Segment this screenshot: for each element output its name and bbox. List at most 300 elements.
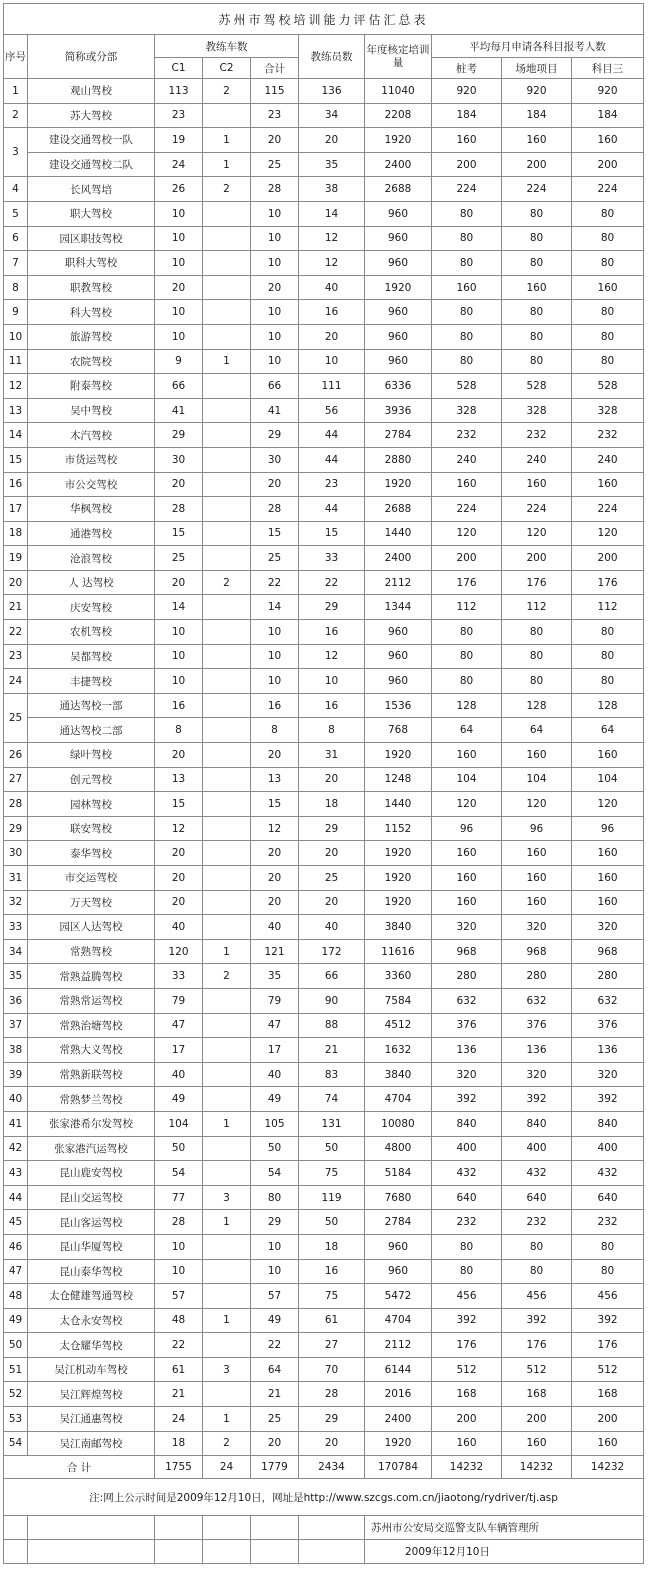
car-total: 40 [251, 915, 299, 940]
table-row [4, 570, 644, 595]
school-name: 农机驾校 [28, 620, 155, 645]
car-total: 28 [251, 177, 299, 202]
table-row [4, 1284, 644, 1309]
annual-quota: 1920 [365, 1431, 432, 1456]
c1-cars: 15 [155, 792, 203, 817]
row-number: 21 [4, 595, 28, 620]
subj3-count: 184 [572, 103, 644, 128]
subj2-count: 232 [502, 1210, 572, 1235]
subj1-count: 80 [432, 620, 502, 645]
subj1-count: 200 [432, 1407, 502, 1432]
c2-cars [203, 472, 251, 497]
table-row [4, 546, 644, 571]
subj1-count: 232 [432, 423, 502, 448]
page-title: 苏州市驾校培训能力评估汇总表 [4, 4, 644, 35]
subj3-count: 328 [572, 398, 644, 423]
c1-cars: 10 [155, 324, 203, 349]
subj3-count: 176 [572, 570, 644, 595]
table-row [4, 964, 644, 989]
table-row [4, 1136, 644, 1161]
subj3-count: 80 [572, 300, 644, 325]
table-row [4, 324, 644, 349]
col-header-annual: 年度核定培训量 [365, 35, 432, 79]
c2-cars [203, 669, 251, 694]
c1-cars: 26 [155, 177, 203, 202]
annual-quota: 2688 [365, 177, 432, 202]
subj2-count: 200 [502, 1407, 572, 1432]
car-total: 80 [251, 1185, 299, 1210]
subj1-count: 120 [432, 792, 502, 817]
table-row [4, 472, 644, 497]
annual-quota: 2688 [365, 497, 432, 522]
c2-cars: 1 [203, 1308, 251, 1333]
car-total: 20 [251, 743, 299, 768]
c2-cars [203, 1062, 251, 1087]
car-total: 28 [251, 497, 299, 522]
subj3-count: 224 [572, 177, 644, 202]
c2-cars [203, 816, 251, 841]
c1-cars: 20 [155, 570, 203, 595]
car-total: 10 [251, 644, 299, 669]
school-name: 创元驾校 [28, 767, 155, 792]
school-name: 太仓永安驾校 [28, 1308, 155, 1333]
car-total: 10 [251, 349, 299, 374]
car-total: 64 [251, 1357, 299, 1382]
table-row [4, 816, 644, 841]
car-total: 66 [251, 374, 299, 399]
coach-count: 33 [299, 546, 365, 571]
school-name: 丰捷驾校 [28, 669, 155, 694]
total-cars: 1779 [251, 1456, 299, 1479]
row-number: 40 [4, 1087, 28, 1112]
school-name: 太仓耀华驾校 [28, 1333, 155, 1358]
annual-quota: 960 [365, 1234, 432, 1259]
car-total: 10 [251, 251, 299, 276]
c2-cars [203, 398, 251, 423]
c2-cars [203, 767, 251, 792]
assessment-table [3, 3, 644, 1564]
annual-quota: 4704 [365, 1087, 432, 1112]
annual-quota: 2112 [365, 570, 432, 595]
coach-count: 20 [299, 767, 365, 792]
table-row [4, 275, 644, 300]
c2-cars [203, 743, 251, 768]
school-name: 联安驾校 [28, 816, 155, 841]
coach-count: 12 [299, 251, 365, 276]
subj2-count: 920 [502, 79, 572, 104]
car-total: 105 [251, 1111, 299, 1136]
row-number: 45 [4, 1210, 28, 1235]
row-number: 18 [4, 521, 28, 546]
subj1-count: 328 [432, 398, 502, 423]
c2-cars [203, 1136, 251, 1161]
c1-cars: 120 [155, 939, 203, 964]
subj1-count: 232 [432, 1210, 502, 1235]
table-row [4, 595, 644, 620]
c1-cars: 16 [155, 693, 203, 718]
car-total: 25 [251, 546, 299, 571]
school-name: 旅游驾校 [28, 324, 155, 349]
school-name: 太仓健雄驾通驾校 [28, 1284, 155, 1309]
table-row [4, 620, 644, 645]
row-number: 33 [4, 915, 28, 940]
subj3-count: 80 [572, 1259, 644, 1284]
row-number: 52 [4, 1382, 28, 1407]
annual-quota: 2208 [365, 103, 432, 128]
row-number: 43 [4, 1161, 28, 1186]
subj3-count: 840 [572, 1111, 644, 1136]
car-total: 57 [251, 1284, 299, 1309]
subj1-count: 920 [432, 79, 502, 104]
table-row [4, 300, 644, 325]
table-row [4, 1185, 644, 1210]
subj2-count: 160 [502, 472, 572, 497]
subj2-count: 968 [502, 939, 572, 964]
annual-quota: 1344 [365, 595, 432, 620]
coach-count: 10 [299, 669, 365, 694]
annual-quota: 1920 [365, 841, 432, 866]
subj2-count: 392 [502, 1308, 572, 1333]
table-row [4, 398, 644, 423]
subj1-count: 376 [432, 1013, 502, 1038]
coach-count: 20 [299, 841, 365, 866]
row-number: 54 [4, 1431, 28, 1456]
c2-cars [203, 201, 251, 226]
subj1-count: 528 [432, 374, 502, 399]
c2-cars: 3 [203, 1357, 251, 1382]
row-number: 38 [4, 1038, 28, 1063]
c1-cars: 23 [155, 103, 203, 128]
subj1-count: 160 [432, 472, 502, 497]
coach-count: 16 [299, 620, 365, 645]
subj3-count: 160 [572, 866, 644, 891]
c2-cars [203, 1038, 251, 1063]
annual-quota: 1248 [365, 767, 432, 792]
c2-cars: 2 [203, 964, 251, 989]
school-name: 园区人达驾校 [28, 915, 155, 940]
car-total: 8 [251, 718, 299, 743]
subj3-count: 160 [572, 890, 644, 915]
row-number: 26 [4, 743, 28, 768]
row-number: 1 [4, 79, 28, 104]
car-total: 115 [251, 79, 299, 104]
coach-count: 40 [299, 275, 365, 300]
car-total: 29 [251, 1210, 299, 1235]
coach-count: 83 [299, 1062, 365, 1087]
annual-quota: 2400 [365, 1407, 432, 1432]
table-row [4, 1431, 644, 1456]
school-name: 通港驾校 [28, 521, 155, 546]
annual-quota: 2784 [365, 1210, 432, 1235]
subj1-count: 512 [432, 1357, 502, 1382]
col-header-subj3: 科目三 [572, 58, 644, 79]
col-header-c2: C2 [203, 58, 251, 79]
annual-quota: 960 [365, 620, 432, 645]
c1-cars: 33 [155, 964, 203, 989]
table-row [4, 1210, 644, 1235]
table-row [4, 988, 644, 1013]
subj2-count: 160 [502, 890, 572, 915]
subj2-count: 80 [502, 349, 572, 374]
subj3-count: 160 [572, 743, 644, 768]
c1-cars: 29 [155, 423, 203, 448]
annual-quota: 960 [365, 251, 432, 276]
subj1-count: 168 [432, 1382, 502, 1407]
subj3-count: 528 [572, 374, 644, 399]
subj1-count: 80 [432, 1259, 502, 1284]
row-number: 15 [4, 447, 28, 472]
subj2-count: 176 [502, 570, 572, 595]
annual-quota: 5472 [365, 1284, 432, 1309]
car-total: 47 [251, 1013, 299, 1038]
annual-quota: 11616 [365, 939, 432, 964]
subj2-count: 184 [502, 103, 572, 128]
subj2-count: 280 [502, 964, 572, 989]
subj3-count: 392 [572, 1087, 644, 1112]
subj3-count: 80 [572, 644, 644, 669]
school-name: 科大驾校 [28, 300, 155, 325]
row-number: 7 [4, 251, 28, 276]
col-header-c1: C1 [155, 58, 203, 79]
coach-count: 12 [299, 644, 365, 669]
coach-count: 50 [299, 1210, 365, 1235]
subj1-count: 96 [432, 816, 502, 841]
subj1-count: 224 [432, 177, 502, 202]
table-row [4, 201, 644, 226]
col-header-no: 序号 [4, 35, 28, 79]
c2-cars [203, 915, 251, 940]
c1-cars: 21 [155, 1382, 203, 1407]
c1-cars: 28 [155, 1210, 203, 1235]
total-subj3: 14232 [572, 1456, 644, 1479]
car-total: 10 [251, 226, 299, 251]
school-name: 市交运驾校 [28, 866, 155, 891]
c1-cars: 79 [155, 988, 203, 1013]
school-name: 万天驾校 [28, 890, 155, 915]
c1-cars: 19 [155, 128, 203, 153]
coach-count: 15 [299, 521, 365, 546]
c1-cars: 20 [155, 275, 203, 300]
car-total: 20 [251, 1431, 299, 1456]
subj3-count: 232 [572, 1210, 644, 1235]
table-row [4, 1308, 644, 1333]
subj1-count: 160 [432, 866, 502, 891]
subj2-count: 80 [502, 669, 572, 694]
row-number: 8 [4, 275, 28, 300]
row-number: 22 [4, 620, 28, 645]
row-number: 27 [4, 767, 28, 792]
car-total: 20 [251, 890, 299, 915]
c1-cars: 20 [155, 890, 203, 915]
subj1-count: 160 [432, 890, 502, 915]
school-name: 常熟益腾驾校 [28, 964, 155, 989]
car-total: 15 [251, 792, 299, 817]
total-subj1: 14232 [432, 1456, 502, 1479]
c2-cars [203, 620, 251, 645]
c1-cars: 50 [155, 1136, 203, 1161]
c1-cars: 47 [155, 1013, 203, 1038]
subj2-count: 320 [502, 915, 572, 940]
coach-count: 44 [299, 497, 365, 522]
coach-count: 20 [299, 324, 365, 349]
c2-cars: 2 [203, 79, 251, 104]
school-name: 市公交驾校 [28, 472, 155, 497]
subj1-count: 80 [432, 251, 502, 276]
c2-cars [203, 275, 251, 300]
c2-cars [203, 374, 251, 399]
subj1-count: 240 [432, 447, 502, 472]
subj2-count: 392 [502, 1087, 572, 1112]
row-number: 9 [4, 300, 28, 325]
subj2-count: 80 [502, 1259, 572, 1284]
coach-count: 38 [299, 177, 365, 202]
subj3-count: 64 [572, 718, 644, 743]
coach-count: 12 [299, 226, 365, 251]
subj2-count: 80 [502, 620, 572, 645]
coach-count: 25 [299, 866, 365, 891]
c2-cars [203, 546, 251, 571]
row-number: 48 [4, 1284, 28, 1309]
subj2-count: 240 [502, 447, 572, 472]
c2-cars: 1 [203, 349, 251, 374]
subj2-count: 80 [502, 251, 572, 276]
school-name: 昆山鹿安驾校 [28, 1161, 155, 1186]
subj2-count: 160 [502, 275, 572, 300]
coach-count: 70 [299, 1357, 365, 1382]
subj1-count: 80 [432, 669, 502, 694]
annual-quota: 3840 [365, 1062, 432, 1087]
car-total: 22 [251, 1333, 299, 1358]
car-total: 20 [251, 275, 299, 300]
school-name: 华枫驾校 [28, 497, 155, 522]
c1-cars: 57 [155, 1284, 203, 1309]
school-name: 长风驾培 [28, 177, 155, 202]
subj3-count: 160 [572, 841, 644, 866]
school-name: 吴中驾校 [28, 398, 155, 423]
school-name: 泰华驾校 [28, 841, 155, 866]
subj1-count: 184 [432, 103, 502, 128]
coach-count: 74 [299, 1087, 365, 1112]
car-total: 30 [251, 447, 299, 472]
car-total: 20 [251, 841, 299, 866]
c2-cars [203, 1087, 251, 1112]
table-row [4, 103, 644, 128]
c2-cars: 1 [203, 1407, 251, 1432]
coach-count: 50 [299, 1136, 365, 1161]
row-number: 49 [4, 1308, 28, 1333]
table-row [4, 669, 644, 694]
annual-quota: 3936 [365, 398, 432, 423]
subj3-count: 112 [572, 595, 644, 620]
subj1-count: 80 [432, 300, 502, 325]
col-header-subj2: 场地项目 [502, 58, 572, 79]
c1-cars: 22 [155, 1333, 203, 1358]
car-total: 17 [251, 1038, 299, 1063]
row-number: 37 [4, 1013, 28, 1038]
row-number: 13 [4, 398, 28, 423]
subj2-count: 200 [502, 152, 572, 177]
coach-count: 31 [299, 743, 365, 768]
c2-cars [203, 988, 251, 1013]
table-row [4, 1111, 644, 1136]
car-total: 10 [251, 324, 299, 349]
c2-cars [203, 866, 251, 891]
coach-count: 23 [299, 472, 365, 497]
subj3-count: 968 [572, 939, 644, 964]
c2-cars [203, 1013, 251, 1038]
coach-count: 21 [299, 1038, 365, 1063]
c2-cars [203, 595, 251, 620]
c1-cars: 17 [155, 1038, 203, 1063]
issue-date: 2009年12月10日 [365, 1540, 644, 1564]
c1-cars: 14 [155, 595, 203, 620]
c1-cars: 12 [155, 816, 203, 841]
coach-count: 27 [299, 1333, 365, 1358]
coach-count: 75 [299, 1284, 365, 1309]
c2-cars [203, 841, 251, 866]
table-row [4, 890, 644, 915]
annual-quota: 960 [365, 226, 432, 251]
subj2-count: 224 [502, 177, 572, 202]
subj3-count: 160 [572, 472, 644, 497]
car-total: 10 [251, 201, 299, 226]
row-number: 42 [4, 1136, 28, 1161]
subj2-count: 456 [502, 1284, 572, 1309]
coach-count: 8 [299, 718, 365, 743]
school-name: 吴江通惠驾校 [28, 1407, 155, 1432]
subj2-count: 512 [502, 1357, 572, 1382]
subj2-count: 80 [502, 226, 572, 251]
annual-quota: 960 [365, 300, 432, 325]
annual-quota: 768 [365, 718, 432, 743]
subj1-count: 456 [432, 1284, 502, 1309]
subj3-count: 168 [572, 1382, 644, 1407]
subj3-count: 176 [572, 1333, 644, 1358]
subj2-count: 176 [502, 1333, 572, 1358]
row-number: 28 [4, 792, 28, 817]
car-total: 14 [251, 595, 299, 620]
row-number: 41 [4, 1111, 28, 1136]
annual-quota: 6144 [365, 1357, 432, 1382]
coach-count: 44 [299, 423, 365, 448]
c2-cars [203, 1382, 251, 1407]
car-total: 10 [251, 1234, 299, 1259]
coach-count: 29 [299, 1407, 365, 1432]
subj1-count: 80 [432, 226, 502, 251]
c2-cars [203, 521, 251, 546]
c2-cars [203, 890, 251, 915]
c1-cars: 48 [155, 1308, 203, 1333]
subj1-count: 640 [432, 1185, 502, 1210]
c1-cars: 10 [155, 251, 203, 276]
table-row [4, 792, 644, 817]
c2-cars [203, 792, 251, 817]
annual-quota: 1920 [365, 275, 432, 300]
car-total: 25 [251, 152, 299, 177]
issuing-organization: 苏州市公安局交巡警支队车辆管理所 [365, 1516, 644, 1540]
annual-quota: 7584 [365, 988, 432, 1013]
table-row [4, 497, 644, 522]
car-total: 40 [251, 1062, 299, 1087]
subj2-count: 80 [502, 1234, 572, 1259]
coach-count: 16 [299, 1259, 365, 1284]
row-number: 31 [4, 866, 28, 891]
subj3-count: 400 [572, 1136, 644, 1161]
subj1-count: 392 [432, 1087, 502, 1112]
coach-count: 18 [299, 792, 365, 817]
totals-row [4, 1456, 644, 1479]
subj2-count: 64 [502, 718, 572, 743]
